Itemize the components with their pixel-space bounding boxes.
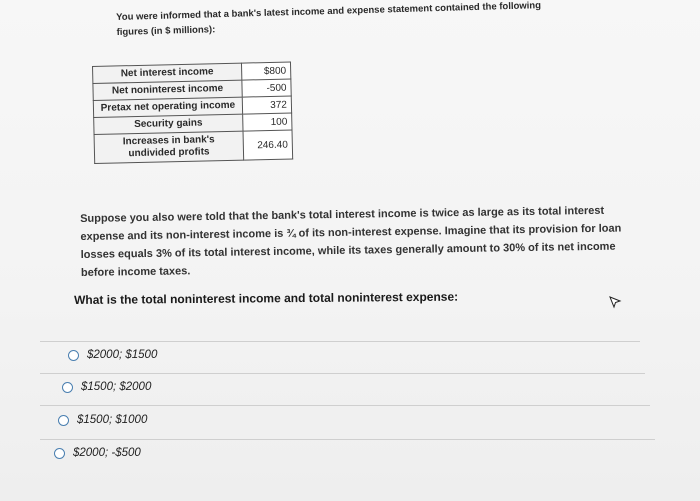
intro-text [116,0,587,40]
row-label: Net noninterest income [93,80,242,100]
choice-option-3[interactable] [58,414,147,426]
row-value: 372 [242,96,291,114]
table-row [94,130,293,163]
choice-option-4[interactable] [54,447,141,459]
radio-button[interactable] [68,350,79,361]
radio-button[interactable] [62,382,73,393]
divider [40,439,655,440]
intro-line-1: You were informed that a bank's latest income and expense statement contained the following [116,0,542,23]
question-text: What is the total noninterest income and total noninterest expense: [74,289,459,307]
row-value: 246.40 [243,130,293,160]
radio-button[interactable] [54,448,65,459]
divider [40,341,640,342]
row-value: -500 [242,79,291,97]
row-label: Pretax net operating income [93,97,242,117]
figures-table [92,61,293,163]
choice-label: $2000; $1500 [87,349,158,361]
choice-label: $2000; -$500 [73,447,141,459]
choice-option-1[interactable] [68,349,157,361]
scenario-paragraph: Suppose you also were told that the bank's total interest income is twice as large as its total interest expense and its non-interest income is ¾ of its non-interest expense. Imagine that its provision for loan losses equals 3% of its total interest income, while its taxes generally amount to 30% of its net income before income taxes. [80,204,622,279]
divider [40,405,650,406]
choice-label: $1500; $1000 [77,414,148,426]
row-value: $800 [241,62,290,80]
choice-label: $1500; $2000 [81,381,152,393]
intro-line-2: figures (in $ millions): [116,24,216,38]
row-label: Net interest income [93,63,242,83]
mouse-cursor-icon [608,295,622,309]
choice-option-2[interactable] [62,381,151,393]
divider [40,373,645,374]
row-value: 100 [243,113,292,131]
row-label: Security gains [94,114,243,134]
row-label: Increases in bank's undivided profits [94,131,244,163]
radio-button[interactable] [58,415,69,426]
